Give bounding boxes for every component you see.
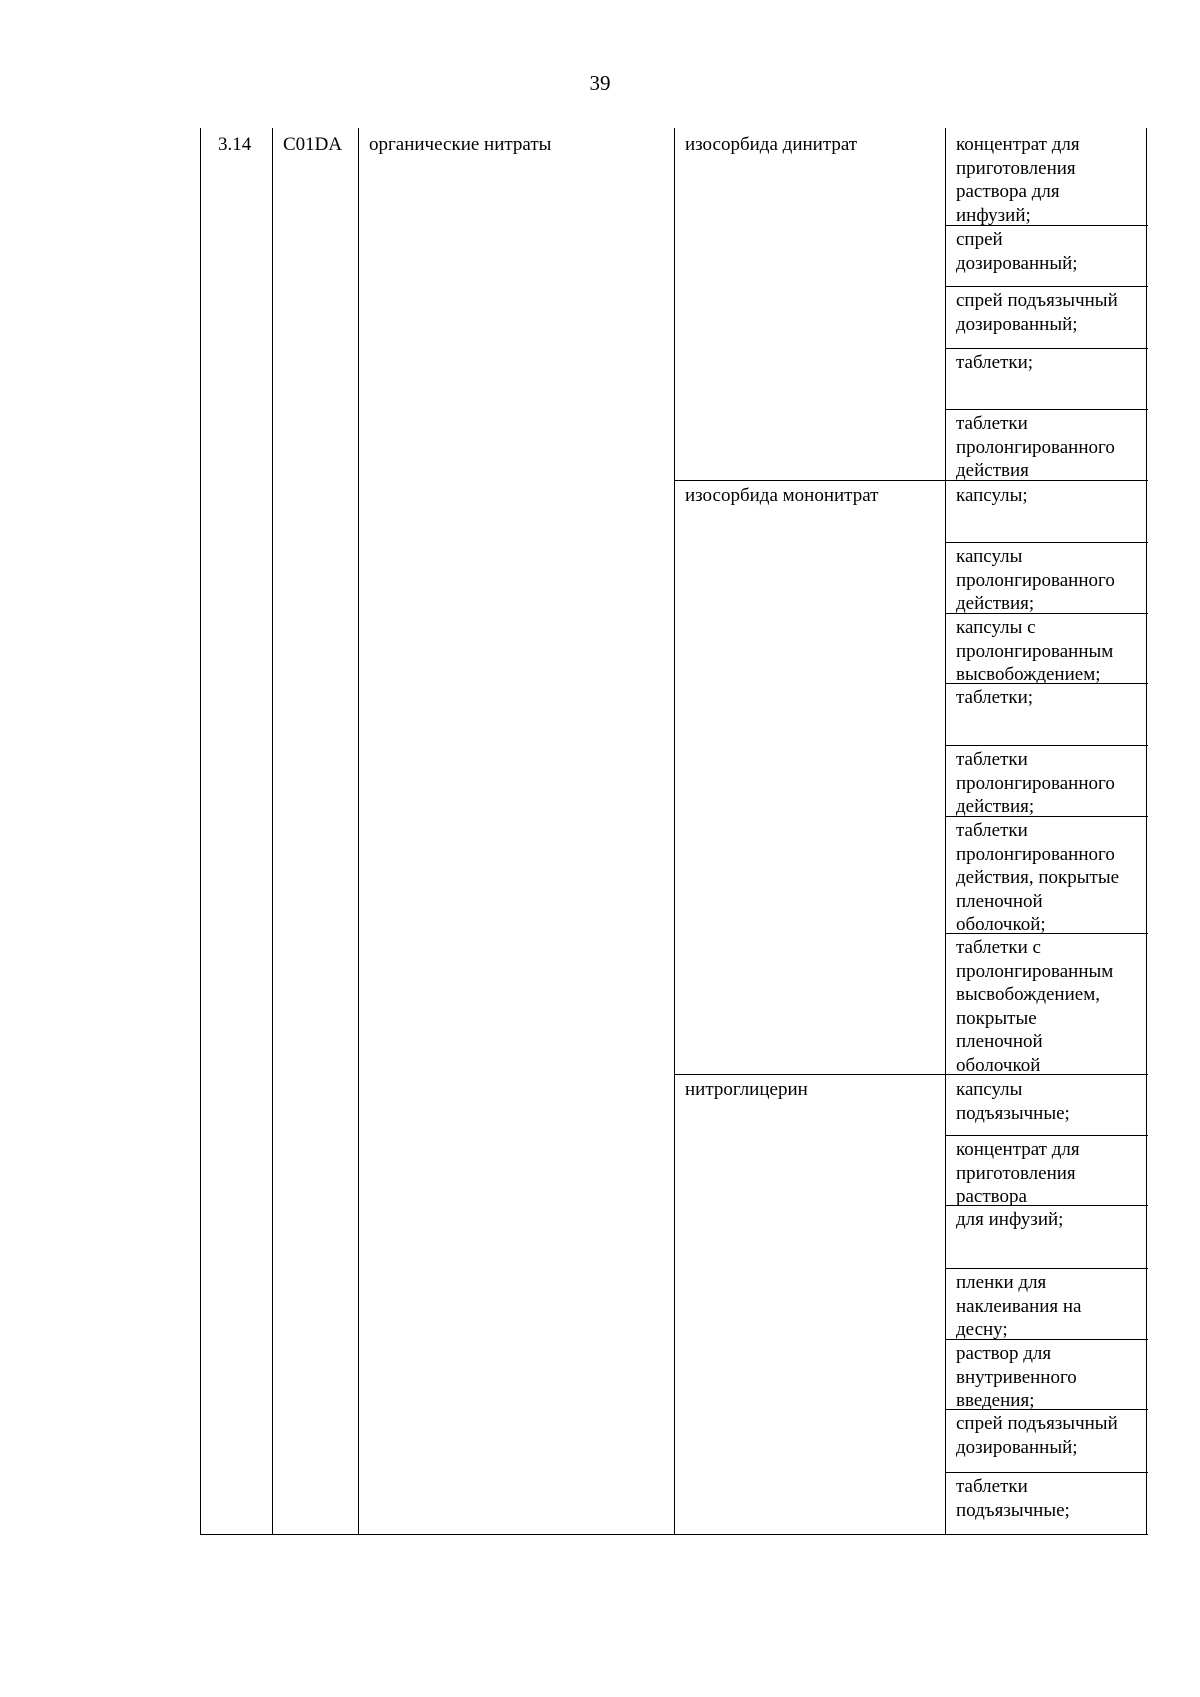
row-number: 3.14	[218, 134, 252, 155]
dosage-form: капсулы пролонгированного действия;	[956, 546, 1115, 614]
drug-name: изосорбида мононитрат	[685, 485, 879, 506]
column-divider	[272, 128, 273, 1535]
atc-code: C01DA	[283, 134, 343, 155]
dosage-form: капсулы подъязычные;	[956, 1079, 1070, 1124]
row-divider	[945, 745, 1148, 746]
row-divider	[945, 286, 1148, 287]
drug-name: изосорбида динитрат	[685, 134, 858, 155]
dosage-form: пленки для наклеивания на десну;	[956, 1272, 1082, 1340]
dosage-form: концентрат для приготовления раствора	[956, 1139, 1080, 1207]
column-divider	[674, 128, 675, 1535]
dosage-form: таблетки с пролонгированным высвобождением, покрытые пленочной оболочкой	[956, 937, 1114, 1076]
column-divider	[945, 128, 946, 1535]
dosage-form: спрей подъязычный дозированный;	[956, 290, 1118, 335]
dosage-form: капсулы;	[956, 485, 1028, 506]
dosage-form: таблетки подъязычные;	[956, 1476, 1070, 1521]
row-divider	[945, 1135, 1148, 1136]
row-divider	[945, 409, 1148, 410]
dosage-form: для инфузий;	[956, 1209, 1064, 1230]
dosage-form: концентрат для приготовления раствора для инфузий;	[956, 134, 1080, 226]
dosage-form: таблетки;	[956, 352, 1034, 373]
row-divider	[945, 1472, 1148, 1473]
column-divider	[1146, 128, 1147, 1535]
row-divider	[945, 348, 1148, 349]
dosage-form: спрей подъязычный дозированный;	[956, 1413, 1118, 1458]
row-divider	[945, 542, 1148, 543]
dosage-form: раствор для внутривенного введения;	[956, 1343, 1077, 1411]
dosage-form: таблетки пролонгированного действия	[956, 413, 1115, 481]
row-divider	[945, 1268, 1148, 1269]
dosage-form: таблетки;	[956, 687, 1034, 708]
dosage-form: таблетки пролонгированного действия;	[956, 749, 1115, 817]
drug-name: нитроглицерин	[685, 1079, 808, 1100]
dosage-form: таблетки пролонгированного действия, покрытые пленочной оболочкой;	[956, 820, 1120, 935]
column-divider	[358, 128, 359, 1535]
pharmacological-group: органические нитраты	[369, 134, 552, 155]
dosage-form: спрей дозированный;	[956, 229, 1078, 274]
dosage-form: капсулы с пролонгированным высвобождением;	[956, 617, 1114, 685]
page-number: 39	[589, 71, 611, 95]
